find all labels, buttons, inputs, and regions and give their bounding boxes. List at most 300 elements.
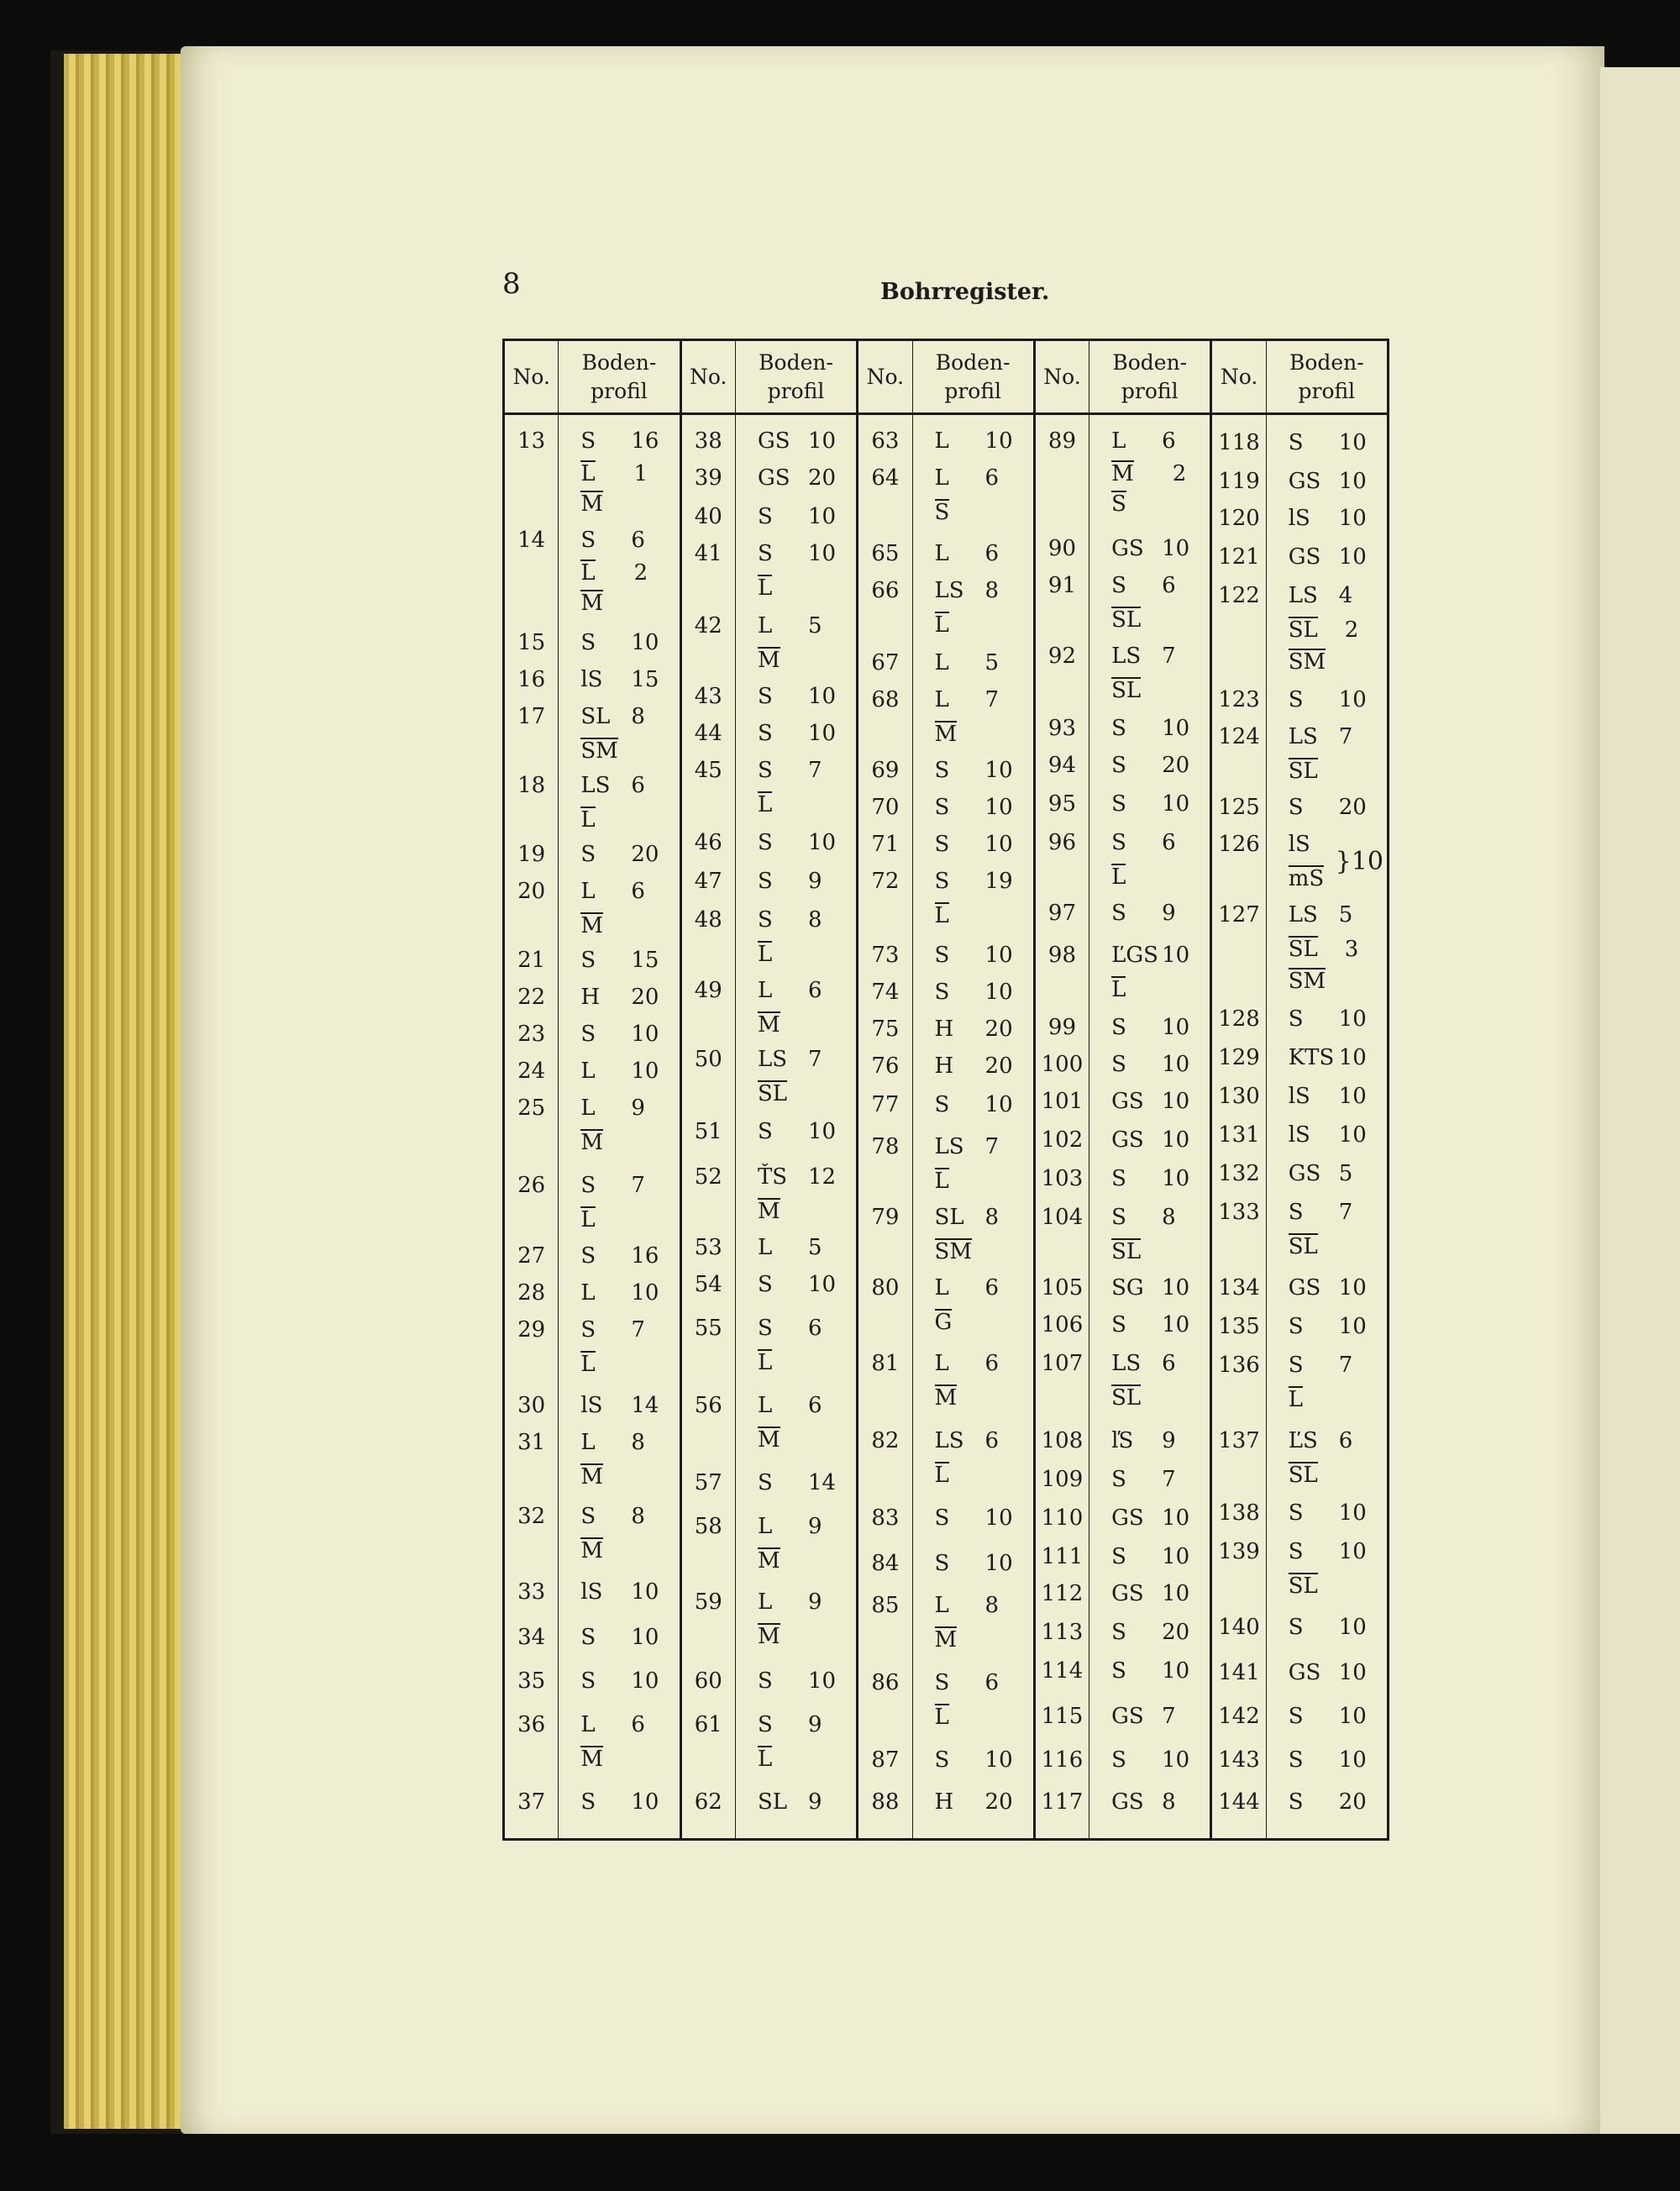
profile-entry (736, 870, 856, 892)
thickness-value: 5 (807, 613, 822, 638)
soil-symbol: GS (1288, 469, 1321, 494)
profile-entry (559, 1319, 679, 1341)
soil-symbol: SL (757, 1789, 788, 1815)
soil-symbol: S (1111, 1544, 1126, 1569)
profile-entry (1267, 649, 1387, 673)
profile-entry (913, 1094, 1033, 1116)
soil-symbol: M (757, 1427, 780, 1453)
soil-symbol: L (757, 1393, 773, 1418)
thickness-value: 14 (631, 1393, 659, 1418)
profile-entry (913, 1672, 1033, 1694)
soil-symbol: L (580, 461, 596, 486)
row-number: 142 (1218, 1704, 1260, 1729)
row-number: 125 (1218, 795, 1260, 820)
thickness-value: 10 (984, 943, 1013, 968)
soil-symbol: L (934, 612, 949, 638)
soil-symbol: S (757, 1272, 773, 1297)
soil-symbol: L (934, 541, 949, 566)
profile-entry (736, 1080, 856, 1105)
profile-entry (559, 669, 679, 691)
profile-entry (559, 1626, 679, 1648)
soil-symbol: SL (934, 1205, 964, 1230)
soil-symbol: S (1111, 1658, 1126, 1684)
thickness-value: 15 (631, 667, 659, 692)
thickness-value: 10 (1162, 1505, 1190, 1531)
thickness-value: 10 (1162, 536, 1190, 561)
soil-symbol: SL (1288, 759, 1318, 784)
soil-symbol: M (580, 1747, 603, 1772)
soil-symbol: SM (580, 738, 618, 764)
soil-symbol: L (934, 465, 949, 491)
thickness-value: 20 (1162, 753, 1190, 778)
row-number: 121 (1218, 544, 1260, 570)
soil-symbol: L (934, 1169, 949, 1194)
profile-entry (1089, 430, 1210, 452)
soil-symbol: M (757, 648, 780, 673)
row-number: 53 (694, 1235, 722, 1260)
thickness-value: 4 (1338, 583, 1353, 608)
thickness-value: 10 (631, 1579, 659, 1605)
profile-entry (1267, 1008, 1387, 1030)
profile-column (1089, 341, 1212, 1838)
profile-entry (913, 1206, 1033, 1228)
profile-entry (559, 706, 679, 728)
thickness-value: 8 (631, 1430, 645, 1455)
profile-entry (1267, 1430, 1387, 1452)
soil-symbol: L (757, 942, 773, 967)
soil-symbol: L (757, 575, 773, 601)
profile-entry (736, 1349, 856, 1374)
thickness-value: 10 (1338, 1539, 1367, 1564)
no-column (858, 341, 912, 1838)
profile-entry (1267, 758, 1387, 782)
row-number: 103 (1041, 1166, 1084, 1191)
row-number: 83 (871, 1505, 900, 1531)
soil-symbol: S (757, 541, 773, 566)
thickness-value: 7 (807, 1047, 822, 1072)
soil-symbol: S (1288, 1500, 1304, 1526)
soil-symbol: S (934, 1551, 950, 1576)
row-number: 29 (517, 1317, 546, 1342)
thickness-value: 7 (1162, 1704, 1176, 1729)
thickness-value: 10 (631, 1668, 659, 1694)
soil-symbol: S (934, 980, 950, 1005)
row-number: 118 (1218, 430, 1260, 455)
soil-symbol: H (934, 1017, 954, 1042)
thickness-value: 15 (631, 948, 659, 973)
thickness-value: 9 (807, 1712, 822, 1737)
profile-entry (1267, 1462, 1387, 1486)
thickness-value: 10 (1162, 1747, 1190, 1773)
row-number: 120 (1218, 506, 1260, 531)
row-number: 136 (1218, 1353, 1260, 1378)
profile-entry (913, 902, 1033, 927)
profile-entry (736, 1395, 856, 1416)
row-number: 111 (1041, 1544, 1084, 1569)
profile-entry (559, 1351, 679, 1375)
no-header: No. (682, 341, 735, 415)
profile-entry (559, 1097, 679, 1119)
soil-symbol: S (1288, 1789, 1304, 1815)
soil-symbol: S (580, 428, 596, 454)
profile-entry (736, 1198, 856, 1222)
row-number: 116 (1041, 1747, 1084, 1773)
row-number: 64 (871, 465, 900, 491)
soil-symbol: SM (934, 1239, 972, 1264)
row-number: 78 (871, 1134, 900, 1159)
profile-entry (559, 430, 679, 452)
thickness-value: 3 (1344, 937, 1359, 962)
no-header: No. (1036, 341, 1089, 415)
row-number: 98 (1047, 943, 1076, 968)
thickness-value: 10 (1162, 1127, 1190, 1153)
profile-entry (736, 791, 856, 816)
soil-symbol: S (757, 869, 773, 894)
soil-symbol: S (757, 1470, 773, 1495)
profile-entry (1267, 507, 1387, 529)
profile-entry (736, 615, 856, 637)
profile-entry (1267, 689, 1387, 711)
soil-symbol: M (580, 491, 603, 517)
profile-entry (1089, 1430, 1210, 1452)
thickness-value: 6 (1162, 830, 1176, 855)
profile-entry (736, 832, 856, 854)
soil-symbol: SL (1288, 937, 1318, 962)
soil-symbol: S (580, 1789, 596, 1815)
profile-entry (1267, 904, 1387, 926)
soil-symbol: L (757, 1589, 773, 1615)
soil-symbol: M (580, 1538, 603, 1563)
row-number: 143 (1218, 1747, 1260, 1773)
soil-symbol: S (580, 1317, 596, 1342)
soil-symbol: S (580, 630, 596, 655)
thickness-value: 10 (1162, 1581, 1190, 1606)
soil-symbol: SL (1288, 617, 1318, 643)
soil-symbol: lS (1288, 1122, 1310, 1148)
soil-symbol: S (934, 1092, 950, 1117)
thickness-value: 6 (807, 1316, 822, 1341)
profile-entry (559, 880, 679, 902)
soil-symbol: S (1288, 1539, 1304, 1564)
thickness-value: 6 (1162, 1351, 1176, 1376)
profile-entry (1089, 645, 1210, 667)
soil-symbol: S (934, 795, 950, 820)
profile-entry (736, 1121, 856, 1143)
profile-entry (736, 1746, 856, 1770)
profile-entry (1267, 1541, 1387, 1563)
next-page-edge (1600, 67, 1680, 2134)
soil-symbol: S (1288, 1353, 1304, 1378)
row-number: 134 (1218, 1275, 1260, 1300)
profile-entry (1267, 1163, 1387, 1185)
thickness-value: 8 (984, 578, 1000, 603)
soil-symbol: S (1111, 753, 1126, 778)
profile-header: Boden- profil (1089, 341, 1210, 415)
profile-entry (559, 460, 679, 485)
soil-symbol: S (934, 943, 950, 968)
row-number: 129 (1218, 1045, 1260, 1070)
soil-symbol: S (757, 684, 773, 709)
profile-entry (913, 499, 1033, 523)
soil-symbol: SL (1111, 1239, 1142, 1264)
row-number: 117 (1041, 1789, 1084, 1815)
profile-entry (1267, 1616, 1387, 1638)
page-number: 8 (502, 267, 521, 301)
profile-entry (736, 647, 856, 671)
soil-symbol: LS (1288, 902, 1318, 927)
row-number: 79 (871, 1205, 900, 1230)
soil-symbol: SL (1288, 1463, 1318, 1488)
row-number: 96 (1047, 830, 1076, 855)
profile-entry (736, 1237, 856, 1258)
row-number: 32 (517, 1504, 546, 1529)
row-number: 140 (1218, 1615, 1260, 1640)
profile-entry (1089, 832, 1210, 854)
soil-symbol: LS (1111, 644, 1142, 669)
row-number: 86 (871, 1670, 900, 1695)
row-number: 91 (1047, 573, 1076, 598)
profile-entry (736, 430, 856, 452)
thickness-value: 2 (633, 560, 648, 586)
profile-entry (1089, 677, 1210, 701)
soil-symbol: S (1288, 430, 1304, 455)
soil-symbol: lS (1288, 832, 1310, 857)
soil-symbol: ľS (1111, 1428, 1134, 1453)
soil-symbol: S (1288, 1704, 1304, 1729)
soil-symbol: S (1288, 1615, 1304, 1640)
profile-entry (736, 1317, 856, 1339)
row-number: 36 (517, 1712, 546, 1737)
profile-entry (559, 1746, 679, 1770)
profile-header: Boden- profil (736, 341, 856, 415)
profile-entry (1089, 607, 1210, 631)
thickness-value: 7 (984, 1134, 1000, 1159)
soil-symbol: S (934, 832, 950, 857)
thickness-value: 7 (1162, 644, 1176, 669)
soil-symbol: SM (1288, 649, 1326, 675)
profile-entry (736, 980, 856, 1001)
soil-symbol: S (1111, 491, 1126, 517)
row-number: 109 (1041, 1467, 1084, 1492)
row-number: 89 (1047, 428, 1076, 454)
thickness-value: 8 (984, 1205, 1000, 1230)
thickness-value: 8 (631, 1504, 645, 1529)
soil-symbol: S (757, 907, 773, 933)
row-number: 71 (871, 832, 900, 857)
thickness-value: 10 (1338, 687, 1367, 712)
thickness-value: 10 (1338, 1275, 1367, 1300)
profile-entry (913, 1168, 1033, 1192)
row-number: 25 (517, 1096, 546, 1121)
soil-symbol: S (1111, 1052, 1126, 1077)
thickness-value: 5 (807, 1235, 822, 1260)
thickness-value: 9 (807, 1514, 822, 1539)
profile-entry (559, 632, 679, 654)
soil-symbol: H (580, 985, 601, 1010)
profile-entry (559, 1714, 679, 1736)
thickness-value: 9 (631, 1096, 645, 1121)
profile-entry (1089, 1469, 1210, 1490)
profile-entry (559, 1206, 679, 1231)
profile-entry (1089, 1353, 1210, 1374)
profile-entry (1089, 1206, 1210, 1228)
row-number: 104 (1041, 1205, 1084, 1230)
thickness-value: 20 (1338, 1789, 1367, 1815)
profile-entry (913, 796, 1033, 818)
profile-entry (1267, 1047, 1387, 1069)
profile-entry (559, 775, 679, 796)
row-number: 70 (871, 795, 900, 820)
soil-symbol: L (580, 1352, 596, 1377)
thickness-value: 6 (984, 1428, 1000, 1453)
row-number: 131 (1218, 1122, 1260, 1148)
row-number: 47 (694, 869, 722, 894)
soil-symbol: GS (1288, 1275, 1321, 1300)
profile-entry (1089, 1384, 1210, 1409)
thickness-value: 10 (631, 630, 659, 655)
profile-entry (736, 941, 856, 965)
profile-entry (1089, 793, 1210, 815)
profile-entry (913, 944, 1033, 966)
profile-entry (736, 1714, 856, 1736)
row-number: 22 (517, 985, 546, 1010)
thickness-value: 10 (984, 980, 1013, 1005)
borehole-register-table (502, 339, 1389, 1841)
soil-symbol: ĽGS (1111, 943, 1158, 968)
soil-symbol: GS (1111, 1127, 1144, 1153)
row-number: 81 (871, 1351, 900, 1376)
soil-symbol: GS (1111, 1581, 1144, 1606)
thickness-value: 10 (1338, 1615, 1367, 1640)
no-header: No. (858, 341, 911, 415)
profile-entry (913, 1749, 1033, 1771)
row-number: 68 (871, 687, 900, 712)
soil-symbol: S (1111, 901, 1126, 926)
profile-entry (913, 1136, 1033, 1158)
row-number: 54 (694, 1272, 722, 1297)
profile-entry (559, 590, 679, 614)
profile-entry (1089, 491, 1210, 515)
soil-symbol: GS (1111, 1089, 1144, 1114)
profile-column (736, 341, 858, 1838)
soil-symbol: GS (1111, 536, 1144, 561)
soil-symbol: L (934, 428, 949, 454)
profile-column (559, 341, 681, 1838)
soil-symbol: GS (1111, 1704, 1144, 1729)
soil-symbol: S (1288, 1314, 1304, 1339)
row-number: 107 (1041, 1351, 1084, 1376)
thickness-value: 10 (1162, 1658, 1190, 1684)
thickness-value: 7 (1338, 724, 1353, 749)
profile-entry (736, 1591, 856, 1613)
row-number: 92 (1047, 644, 1076, 669)
row-number: 97 (1047, 901, 1076, 926)
soil-symbol: SL (1288, 1574, 1318, 1599)
row-number: 48 (694, 907, 722, 933)
soil-symbol: LS (757, 1047, 788, 1072)
profile-entry (1089, 1314, 1210, 1336)
soil-symbol: S (580, 1243, 596, 1269)
thickness-value: 7 (631, 1317, 645, 1342)
profile-entry (1089, 902, 1210, 924)
running-head: Bohrregister. (880, 279, 1050, 305)
soil-symbol: S (1111, 1620, 1126, 1645)
profile-entry (559, 1581, 679, 1603)
profile-entry (913, 1595, 1033, 1616)
row-number: 99 (1047, 1015, 1076, 1040)
thickness-value: 6 (807, 1393, 822, 1418)
row-number: 17 (517, 704, 546, 729)
thickness-value: 10 (984, 758, 1013, 783)
row-number: 35 (517, 1668, 546, 1694)
soil-symbol: L (580, 1430, 596, 1455)
thickness-value: 20 (631, 985, 659, 1010)
profile-entry (913, 759, 1033, 781)
profile-entry (1089, 1546, 1210, 1568)
profile-entry (1267, 1662, 1387, 1684)
soil-symbol: S (934, 1747, 950, 1773)
soil-symbol: M (580, 1130, 603, 1155)
row-number: 52 (694, 1164, 722, 1190)
thickness-value: 10 (984, 1551, 1013, 1576)
profile-entry (1267, 1791, 1387, 1813)
profile-entry (1267, 936, 1387, 960)
thickness-value: 10 (984, 428, 1013, 454)
soil-symbol: S (757, 758, 773, 783)
row-number: 114 (1041, 1658, 1084, 1684)
thickness-value: 10 (1162, 1052, 1190, 1077)
soil-symbol: L (1288, 1387, 1303, 1412)
soil-symbol: GS (757, 465, 790, 491)
profile-entry (1267, 1201, 1387, 1223)
row-number: 15 (517, 630, 546, 655)
soil-symbol: L (580, 1712, 596, 1737)
thickness-value: 16 (631, 1243, 659, 1269)
profile-entry (1267, 617, 1387, 641)
thickness-value: 10 (1338, 1500, 1367, 1526)
profile-entry (913, 689, 1033, 711)
profile-entry (1089, 1507, 1210, 1529)
thickness-value: 20 (984, 1053, 1013, 1079)
profile-entry (1089, 460, 1210, 485)
profile-entry (736, 575, 856, 599)
soil-symbol: S (1111, 1467, 1126, 1492)
row-number: 87 (871, 1747, 900, 1773)
profile-entry (559, 912, 679, 937)
soil-symbol: S (1111, 830, 1126, 855)
profile-entry (1089, 1053, 1210, 1075)
row-number: 93 (1047, 716, 1076, 741)
profile-entry (736, 1274, 856, 1295)
thickness-value: 20 (807, 465, 837, 491)
row-number: 126 (1218, 832, 1260, 857)
thickness-value: 6 (631, 773, 645, 798)
profile-entry (559, 1463, 679, 1488)
profile-entry (1267, 432, 1387, 454)
row-number: 84 (871, 1551, 900, 1576)
soil-symbol: L (757, 978, 773, 1003)
soil-symbol: M (757, 1199, 780, 1224)
profile-entry (913, 1018, 1033, 1040)
soil-symbol: L (757, 1514, 773, 1539)
thickness-value: 10 (807, 428, 837, 454)
profile-entry (1267, 968, 1387, 992)
thickness-value: 16 (631, 428, 659, 454)
profile-entry (1089, 944, 1210, 966)
soil-symbol: S (1111, 573, 1126, 598)
profile-entry (913, 721, 1033, 745)
row-number: 62 (694, 1789, 722, 1815)
